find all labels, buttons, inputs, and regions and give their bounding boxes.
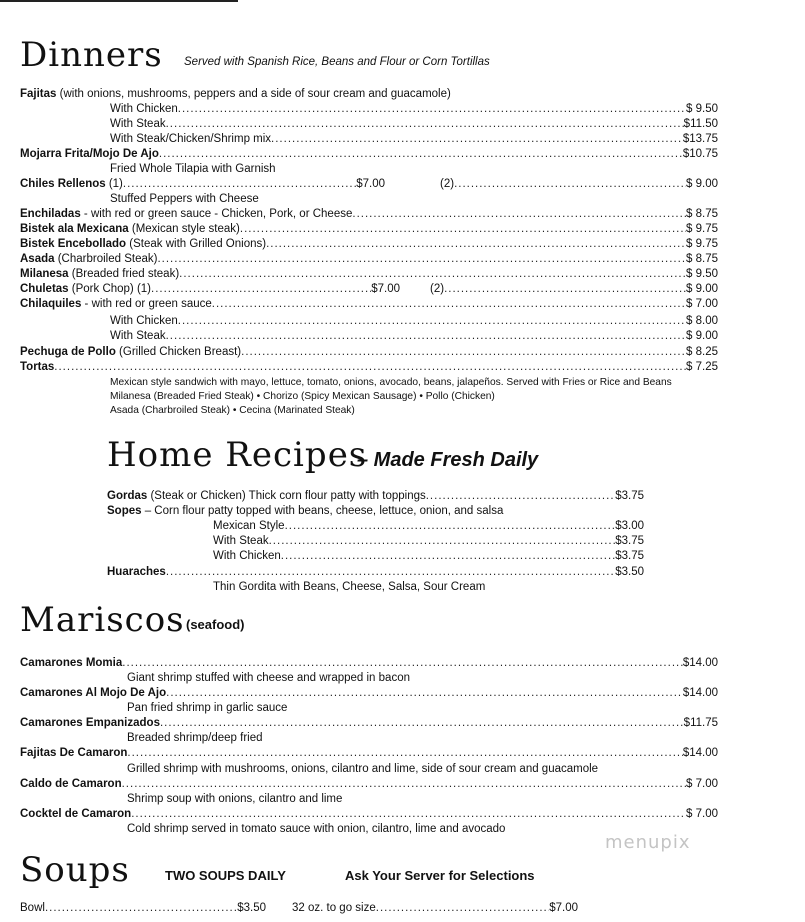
mariscos-title: Mariscos [20, 600, 185, 640]
chiles-price1: $7.00 [356, 178, 385, 190]
home-title: Home Recipes [107, 435, 368, 475]
soups-title: Soups [20, 850, 130, 890]
menu-row [20, 901, 266, 915]
menu-row [20, 716, 718, 730]
menu-row [20, 746, 718, 760]
chuletas-price1: $7.00 [371, 283, 400, 295]
pechuga-name: Pechuga de Pollo [20, 346, 116, 358]
home-subtitle: – Made Fresh Daily [357, 449, 539, 471]
pechuga-price: $ 8.25 [686, 346, 718, 358]
fajitas-heading [20, 87, 451, 101]
asada-price: $ 8.75 [686, 253, 718, 265]
huaraches-name: Huaraches [107, 566, 166, 578]
bistek-mex-price: $ 9.75 [686, 223, 718, 235]
sopes-steak-label: With Steak [213, 535, 269, 547]
cocktel-desc: Cold shrimp served in tomato sauce with onion, cilantro, lime and avocado [127, 823, 506, 835]
soups-ask: Ask Your Server for Selections [345, 868, 535, 883]
menu-row [292, 901, 578, 915]
bowl-price: $3.50 [237, 902, 266, 914]
tortas-price: $ 7.25 [686, 361, 718, 373]
top-rule [0, 0, 238, 2]
menu-row [110, 117, 718, 131]
menu-row [20, 297, 718, 311]
dinners-subtitle: Served with Spanish Rice, Beans and Flour or Corn Tortillas [184, 56, 490, 68]
chiles-qty2: (2) [440, 178, 455, 190]
menu-row [20, 207, 718, 221]
bistek-mex-name: Bistek ala Mexicana [20, 223, 129, 235]
mojarra-name: Mojarra Frita/Mojo De Ajo [20, 148, 159, 160]
chuletas-note: (Pork Chop) (1) [68, 283, 152, 295]
chuletas-name: Chuletas [20, 283, 69, 295]
chiles-desc: Stuffed Peppers with Cheese [110, 193, 259, 205]
menu-row [110, 132, 718, 146]
menu-row [440, 177, 718, 191]
chuletas-price2: $ 9.00 [686, 283, 718, 295]
bistek-enc-note: (Steak with Grilled Onions) [126, 238, 267, 250]
menu-row [20, 345, 718, 359]
cocktel-name: Cocktel de Camaron [20, 808, 132, 820]
sopes-chicken-price: $3.75 [615, 550, 644, 562]
mojarra-price: $10.75 [682, 148, 718, 160]
fajitas-steak-price: $11.50 [683, 118, 718, 130]
menu-row [20, 777, 718, 791]
enchiladas-note: - with red or green sauce - Chicken, Pork, or Cheese [80, 208, 353, 220]
momia-name: Camarones Momia [20, 657, 123, 669]
gordas-price: $3.75 [615, 490, 644, 502]
ajo-name: Camarones Al Mojo De Ajo [20, 687, 167, 699]
menu-row [213, 549, 644, 563]
sopes-heading [107, 504, 503, 518]
sopes-name: Sopes [107, 505, 142, 517]
huaraches-price: $3.50 [615, 566, 644, 578]
tortas-desc-3: Asada (Charbroiled Steak) • Cecina (Marinated Steak) [110, 405, 355, 416]
fajitas-camaron-desc: Grilled shrimp with mushrooms, onions, cilantro and lime, side of sour cream and guacamole [127, 763, 599, 775]
menu-row [20, 222, 718, 236]
tortas-desc-2: Milanesa (Breaded Fried Steak) • Chorizo (Spicy Mexican Sausage) • Pollo (Chicken) [110, 391, 495, 402]
fajitas-chicken-price: $ 9.50 [686, 103, 718, 115]
chilaquiles-price: $ 7.00 [686, 298, 718, 310]
chilaquiles-note: - with red or green sauce [81, 298, 212, 310]
fajitas-steak-label: With Steak [110, 118, 166, 130]
emp-price: $11.75 [683, 717, 718, 729]
menu-row [20, 147, 718, 161]
soups-daily: TWO SOUPS DAILY [165, 868, 286, 883]
emp-name: Camarones Empanizados [20, 717, 160, 729]
bistek-enc-price: $ 9.75 [686, 238, 718, 250]
fajitas-camaron-price: $14.00 [682, 747, 718, 759]
mojarra-desc: Fried Whole Tilapia with Garnish [110, 163, 276, 175]
gordas-note: (Steak or Chicken) Thick corn flour patty with toppings [147, 490, 426, 502]
asada-note: (Charbroiled Steak) [54, 253, 158, 265]
menu-row [20, 360, 718, 374]
menu-row [20, 252, 718, 266]
momia-desc: Giant shrimp stuffed with cheese and wrapped in bacon [127, 672, 410, 684]
menu-row [213, 534, 644, 548]
fajitas-name: Fajitas [20, 88, 57, 100]
chiles-qty1: (1) [105, 178, 123, 190]
sopes-note: – Corn flour patty topped with beans, cheese, lettuce, onion, and salsa [141, 505, 504, 517]
chilaquiles-steak-price: $ 9.00 [686, 330, 718, 342]
fajitas-chicken-label: With Chicken [110, 103, 178, 115]
ajo-desc: Pan fried shrimp in garlic sauce [127, 702, 288, 714]
tortas-desc-1: Mexican style sandwich with mayo, lettuce, tomato, onions, avocado, beans, jalapeños. Served with Fries or Rice and Beans [110, 377, 672, 388]
chuletas-qty2: (2) [430, 283, 445, 295]
cocktel-price: $ 7.00 [686, 808, 718, 820]
sopes-mex-price: $3.00 [615, 520, 644, 532]
enchiladas-name: Enchiladas [20, 208, 81, 220]
fajitas-mix-label: With Steak/Chicken/Shrimp mix [110, 133, 272, 145]
fajitas-note: (with onions, mushrooms, peppers and a side of sour cream and guacamole) [56, 88, 451, 100]
togo-price: $7.00 [549, 902, 578, 914]
sopes-chicken-label: With Chicken [213, 550, 281, 562]
togo-label: 32 oz. to go size [292, 902, 376, 914]
menu-row [20, 686, 718, 700]
menu-row [110, 102, 718, 116]
menu-row [430, 282, 718, 296]
menu-row [213, 519, 644, 533]
dinners-title: Dinners [20, 35, 163, 75]
pechuga-note: (Grilled Chicken Breast) [115, 346, 242, 358]
menu-row [107, 489, 644, 503]
fajitas-mix-price: $13.75 [682, 133, 718, 145]
bistek-mex-note: (Mexican style steak) [128, 223, 240, 235]
chiles-name: Chiles Rellenos [20, 178, 106, 190]
gordas-name: Gordas [107, 490, 148, 502]
menupix-watermark: menupix [605, 832, 691, 853]
emp-desc: Breaded shrimp/deep fried [127, 732, 263, 744]
menu-row [20, 237, 718, 251]
caldo-price: $ 7.00 [686, 778, 718, 790]
ajo-price: $14.00 [682, 687, 718, 699]
menu-row [20, 807, 718, 821]
caldo-desc: Shrimp soup with onions, cilantro and lime [127, 793, 343, 805]
menu-row [20, 267, 718, 281]
menu-row [107, 565, 644, 579]
menu-row [110, 329, 718, 343]
chilaquiles-chicken-label: With Chicken [110, 315, 178, 327]
chiles-price2: $ 9.00 [686, 178, 718, 190]
sopes-steak-price: $3.75 [615, 535, 644, 547]
chilaquiles-steak-label: With Steak [110, 330, 166, 342]
momia-price: $14.00 [682, 657, 718, 669]
menu-row [20, 656, 718, 670]
chilaquiles-chicken-price: $ 8.00 [686, 315, 718, 327]
menu-row [20, 282, 400, 296]
asada-name: Asada [20, 253, 55, 265]
menu-row [110, 314, 718, 328]
tortas-name: Tortas [20, 361, 55, 373]
huaraches-desc: Thin Gordita with Beans, Cheese, Salsa, Sour Cream [213, 581, 486, 593]
menu-row [20, 177, 385, 191]
mariscos-subtitle: (seafood) [186, 617, 245, 632]
milanesa-note: (Breaded fried steak) [68, 268, 180, 280]
chilaquiles-name: Chilaquiles [20, 298, 82, 310]
sopes-mex-label: Mexican Style [213, 520, 285, 532]
enchiladas-price: $ 8.75 [686, 208, 718, 220]
caldo-name: Caldo de Camaron [20, 778, 122, 790]
milanesa-name: Milanesa [20, 268, 69, 280]
fajitas-camaron-name: Fajitas De Camaron [20, 747, 128, 759]
milanesa-price: $ 9.50 [686, 268, 718, 280]
bowl-label: Bowl [20, 902, 45, 914]
bistek-enc-name: Bistek Encebollado [20, 238, 127, 250]
